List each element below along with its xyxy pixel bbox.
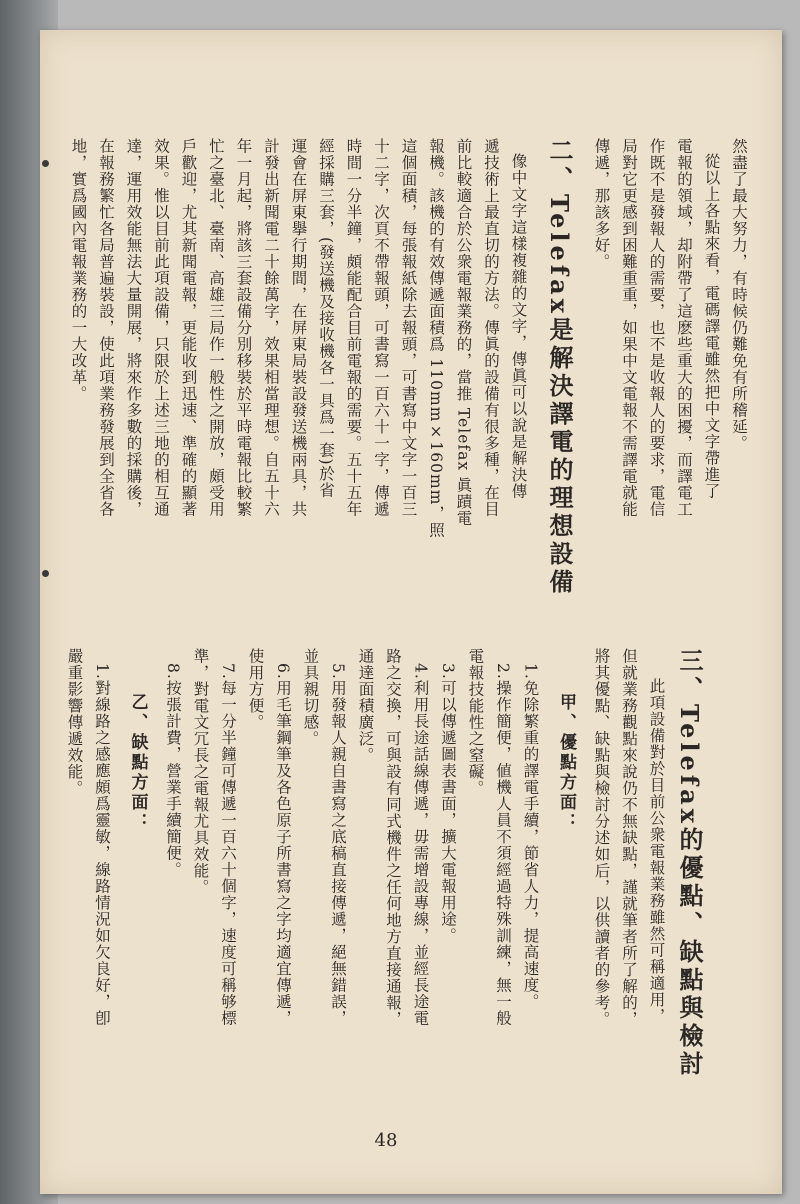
paragraph-line: 電報的領域，却附帶了這麽些重大的困擾，而譯電工: [675, 138, 693, 518]
paragraph-line: 前比較適合於公衆電報業務的，當推 Telefax 眞蹟電: [454, 138, 473, 527]
list-item: 7.每一分半鐘可傳遞一百六十個字，速度可稱够標: [219, 663, 237, 1027]
paragraph-line: 達，運用效能無法大量開展，將來作多數的採購後，: [124, 138, 143, 518]
section-3-heading: 三、Telefax的優點、缺點與檢討: [675, 648, 704, 1079]
binding-hole: [42, 160, 49, 167]
list-item: 並具親切感。: [301, 648, 320, 747]
paragraph-line: 局對它更感到困難重重，如果中文電報不需譯電就能: [620, 138, 638, 518]
page-number: 48: [374, 1130, 398, 1151]
list-item: 2.操作簡便，値機人員不須經過特殊訓練，無一般: [494, 663, 512, 1027]
paragraph-line: 忙之臺北、臺南、高雄三局作一般性之開放，頗受用: [207, 138, 225, 518]
list-item: 電報技能性之窒礙。: [466, 648, 485, 797]
list-item: 5.用發報人親自書寫之底稿直接傳遞，絕無錯誤，: [329, 663, 347, 1027]
paragraph-line: 時間一分半鐘，頗能配合目前電報的需要。五十五年: [344, 138, 363, 518]
paragraph-line: 年一月起，將該三套設備分別移裝於平時電報比較繁: [234, 138, 253, 518]
paragraph-line: 報機。該機的有效傳遞面積爲 110mm×160mm，照: [427, 138, 445, 539]
list-item: 6.用毛筆鋼筆及各色原子所書寫之字均適宜傳遞，: [274, 663, 292, 1027]
paragraph-line: 經採購三套，(發送機及接收機各一具爲一套)於省: [317, 138, 335, 499]
paragraph-line: 十二字，次頁不帶報頭，可書寫一百六十一字，傳遞: [372, 138, 390, 518]
list-item: 使用方便。: [246, 648, 265, 731]
list-item: 路之交換，可與設有同式機件之任何地方直接通報，: [384, 648, 402, 1028]
paragraph-line: 從以上各點來看，電碼譯電雖然把中文字帶進了: [702, 153, 721, 500]
list-item: 3.可以傳遞圖表書面，擴大電報用途。: [439, 663, 457, 944]
list-item: 通達面積廣泛。: [356, 648, 375, 764]
upper-text-block: [64, 138, 752, 638]
list-item: 準，對電文冗長之電報尤具效能。: [191, 648, 210, 896]
list-item: 1.對線路之感應頗爲靈敏，線路情況如欠良好，卽: [93, 663, 111, 1027]
paragraph-line: 運會在屏東擧行期間，在屏東局裝設發送機兩具，共: [289, 138, 308, 518]
paragraph-line: 作既不是發報人的需要，也不是收報人的要求，電信: [647, 138, 666, 518]
paragraph-line: 遞技術上最直切的方法。傳眞的設備有很多種，在目: [482, 138, 500, 518]
section-2-heading: 二、Telefax是解決譯電的理想設備: [545, 138, 574, 597]
lower-text-block: [60, 648, 715, 1118]
list-item: 嚴重影響傳遞效能。: [65, 648, 84, 797]
paragraph-line: 將其優點、缺點與檢討分述如后，以供讀者的參考。: [592, 648, 611, 1028]
paragraph-line: 像中文字這樣複雜的文字，傳眞可以說是解決傳: [509, 153, 528, 500]
paragraph-line: 然盡了最大努力，有時候仍難免有所稽延。: [730, 138, 748, 452]
paragraph-line: 但就業務觀點來說仍不無缺點，謹就筆者所了解的，: [620, 648, 638, 1028]
paragraph-line: 地，實爲國內電報業務的一大改革。: [69, 138, 88, 402]
paragraph-line: 在報務繁忙各局普遍裝設，使此項業務發展到全省各: [97, 138, 115, 518]
paragraph-line: 傳遞，那該多好。: [592, 138, 611, 270]
list-item: 8.按張計費，營業手續簡便。: [164, 663, 182, 878]
paragraph-line: 這個面積，每張報紙除去報頭，可書寫中文字一百三: [399, 138, 418, 518]
paragraph-line: 計發出新聞電二十餘萬字，效果相當理想。自五十六: [262, 138, 280, 518]
paragraph-line: 此項設備對於目前公衆電報業務雖然可稱適用，: [647, 678, 666, 1025]
binding-hole: [42, 570, 49, 577]
disadvantages-heading: 乙、缺點方面：: [127, 693, 148, 833]
paragraph-line: 效果。惟以目前此項設備，只限於上述三地的相互通: [152, 138, 170, 518]
advantages-heading: 甲、優點方面：: [556, 693, 576, 833]
paragraph-line: 戶歡迎，尤其新聞電報，更能收到迅速、準確的顯著: [179, 138, 198, 518]
list-item: 1.免除繁重的譯電手續，節省人力，提高速度。: [521, 663, 540, 1010]
list-item: 4.利用長途話線傳遞，毋需增設專線，並經長途電: [411, 663, 430, 1027]
